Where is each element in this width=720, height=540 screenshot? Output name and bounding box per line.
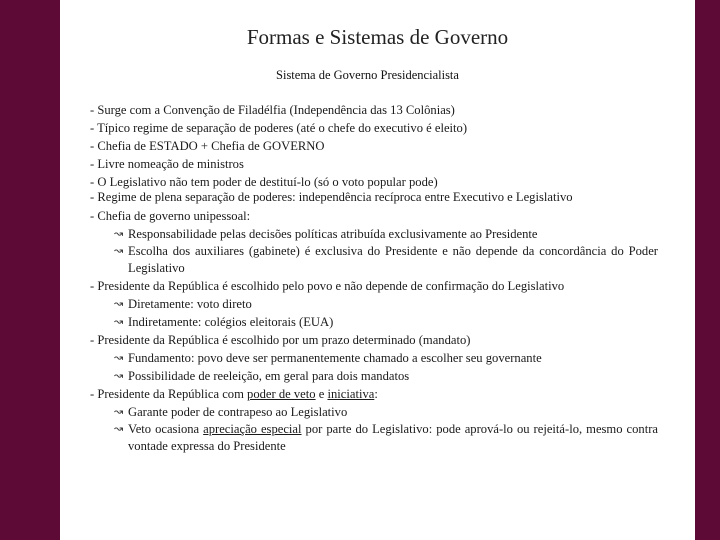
left-border-bar: [0, 0, 60, 540]
curly-arrow-icon: ↝: [114, 298, 124, 310]
text-line: - Presidente da República é escolhido pelo povo e não depende de confirmação do Legislativo: [90, 279, 565, 293]
sub-item-text: Diretamente: voto direto: [128, 297, 252, 311]
curly-arrow-icon: ↝: [114, 406, 124, 418]
text-line: [90, 385, 658, 403]
page-subtitle: Sistema de Governo Presidencialista: [276, 68, 459, 82]
sub-item-text: Garante poder de contrapeso ao Legislativo: [128, 405, 348, 419]
sub-item: [90, 313, 658, 331]
sub-item: [90, 243, 658, 277]
underlined-term: apreciação especial: [203, 422, 302, 436]
sub-item-text: Responsabilidade pelas decisões políticas atribuída exclusivamente ao Presidente: [128, 227, 538, 241]
sub-item: [90, 225, 658, 243]
sub-item: [90, 403, 658, 421]
curly-arrow-icon: ↝: [114, 245, 124, 257]
page-title: Formas e Sistemas de Governo: [246, 25, 509, 49]
curly-arrow-icon: ↝: [114, 423, 124, 435]
text-line: - Presidente da República é escolhido por um prazo determinado (mandato): [90, 333, 471, 347]
text-line: - Chefia de ESTADO + Chefia de GOVERNO: [90, 139, 325, 153]
right-border-bar: [695, 0, 720, 540]
curly-arrow-icon: ↝: [114, 370, 124, 382]
curly-arrow-icon: ↝: [114, 352, 124, 364]
text-line: - Típico regime de separação de poderes (até o chefe do executivo é eleito): [90, 121, 468, 135]
text-line: - Livre nomeação de ministros: [90, 157, 244, 171]
text-line: - Regime de plena separação de poderes: independência recíproca entre Executivo e Legislativo: [90, 190, 573, 204]
sub-item-text: Possibilidade de reeleição, em geral para dois mandatos: [128, 369, 410, 383]
sub-item-text: por parte do Legislativo: pode aprová-lo ou rejeitá-lo, mesmo contra vontade expressa do Presidente: [128, 422, 658, 453]
sub-item: [90, 295, 658, 313]
sub-item-text: Veto ocasiona: [128, 422, 204, 436]
curly-arrow-icon: ↝: [114, 316, 124, 328]
content-body: [90, 101, 658, 455]
text-segment: - Presidente da República com: [90, 387, 248, 401]
text-segment: :: [374, 387, 378, 401]
sub-item-text: Escolha dos auxiliares (gabinete) é exclusiva do Presidente e não depende da concordância do Poder Legislativo: [128, 244, 658, 275]
sub-item: [90, 349, 658, 367]
text-line: - O Legislativo não tem poder de destituí-lo (só o voto popular pode): [90, 175, 438, 189]
text-line: - Chefia de governo unipessoal:: [90, 209, 251, 223]
curly-arrow-icon: ↝: [114, 228, 124, 240]
underlined-term: poder de veto: [247, 387, 316, 401]
text-line: - Surge com a Convenção de Filadélfia (Independência das 13 Colônias): [90, 103, 455, 117]
sub-item-text: Fundamento: povo deve ser permanentemente chamado a escolher seu governante: [128, 351, 542, 365]
sub-item: [90, 421, 658, 455]
sub-item-text: Indiretamente: colégios eleitorais (EUA): [128, 315, 334, 329]
sub-item: [90, 367, 658, 385]
underlined-term: iniciativa: [327, 387, 375, 401]
text-segment: e: [315, 387, 328, 401]
